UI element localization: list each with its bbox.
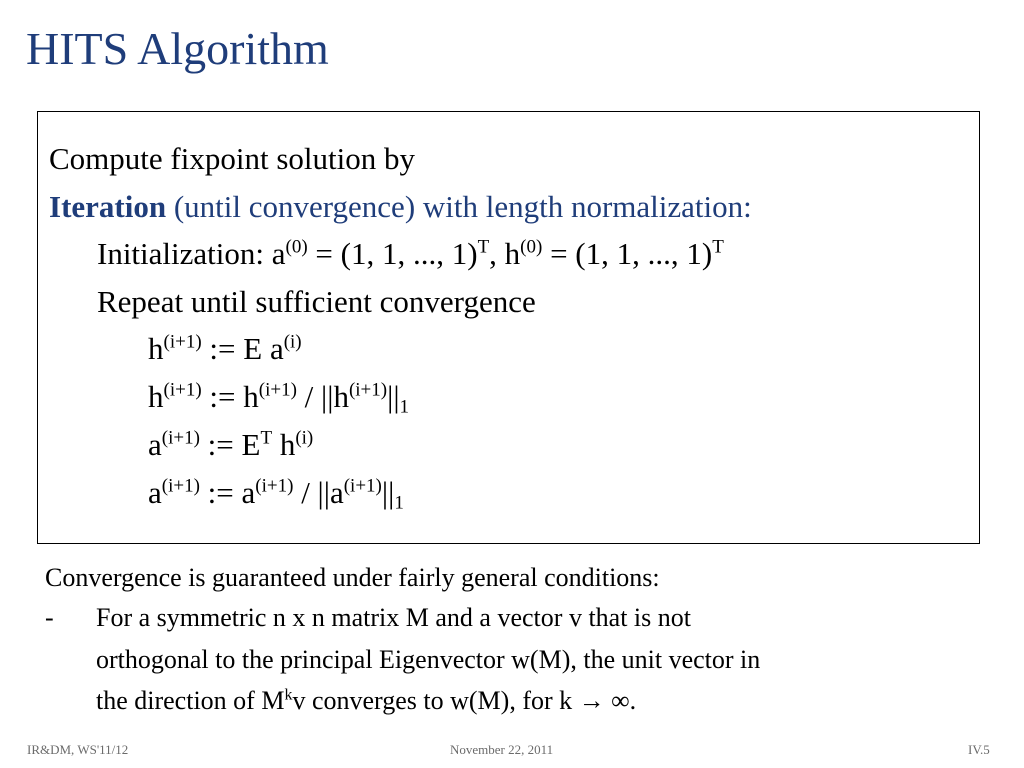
- init-vector-a: = (1, 1, ..., 1): [307, 236, 478, 271]
- eq4-sup2: (i+1): [255, 475, 294, 497]
- eq2-sup1: (i+1): [163, 379, 202, 401]
- iteration-keyword: Iteration: [49, 189, 167, 224]
- footer-slide-number: IV.5: [968, 742, 990, 757]
- bullet-dash: -: [45, 603, 54, 632]
- repeat-line: Repeat until sufficient convergence: [97, 284, 536, 319]
- eq2-sup2: (i+1): [258, 379, 297, 401]
- bullet-line3-start: the direction of M: [96, 686, 285, 715]
- init-transpose-h: T: [712, 236, 724, 258]
- eq4-norm-close: ||: [381, 475, 395, 510]
- footer-course: IR&DM, WS'11/12: [27, 742, 129, 757]
- eq3-var: a: [148, 427, 162, 462]
- box-line-iteration: [49, 187, 752, 227]
- footer-date: November 22, 2011: [450, 742, 554, 757]
- eq4-var: a: [148, 475, 162, 510]
- init-h: , h: [489, 236, 521, 271]
- init-vector-h: = (1, 1, ..., 1): [542, 236, 713, 271]
- box-line-intro: Compute fixpoint solution by: [49, 141, 415, 176]
- eq1-rhs: := E a: [201, 331, 284, 366]
- equation-authority-normalize: [148, 473, 404, 513]
- eq3-h: h: [272, 427, 296, 462]
- eq2-sub: 1: [399, 396, 410, 418]
- eq1-sup1: (i+1): [163, 331, 202, 353]
- bullet-text-line2: orthogonal to the principal Eigenvector w(M), the unit vector in: [96, 645, 761, 674]
- eq4-sub: 1: [394, 492, 404, 514]
- eq2-norm: / ||h: [296, 379, 349, 414]
- equation-hub-update: [148, 329, 302, 369]
- eq4-sup3: (i+1): [343, 475, 382, 497]
- init-transpose-a: T: [477, 236, 490, 258]
- convergence-intro: Convergence is guaranteed under fairly general conditions:: [45, 563, 660, 592]
- slide-title: HITS Algorithm: [26, 23, 329, 74]
- init-sup-a0: (0): [285, 236, 308, 258]
- bullet-text-line3: [96, 684, 636, 718]
- init-sup-h0: (0): [520, 236, 543, 258]
- bullet-line3-end: v converges to w(M), for k → ∞.: [292, 686, 637, 715]
- eq4-rhs: := a: [199, 475, 256, 510]
- bullet-text-line1: For a symmetric n x n matrix M and a vector v that is not: [96, 603, 691, 632]
- init-line: [97, 234, 724, 274]
- equation-hub-normalize: [148, 377, 409, 417]
- eq1-var: h: [148, 331, 164, 366]
- eq4-sup1: (i+1): [161, 475, 200, 497]
- eq3-sup3: (i): [295, 427, 314, 449]
- bullet-line3-sup: k: [284, 686, 293, 704]
- eq1-sup2: (i): [283, 331, 302, 353]
- eq2-var: h: [148, 379, 164, 414]
- iteration-rest: (until convergence) with length normalization:: [166, 189, 752, 224]
- eq2-sup3: (i+1): [348, 379, 388, 401]
- equation-authority-update: [148, 425, 313, 465]
- eq3-sup1: (i+1): [161, 427, 200, 449]
- eq3-rhs: := E: [199, 427, 261, 462]
- eq4-norm: / ||a: [293, 475, 344, 510]
- eq2-rhs: := h: [201, 379, 259, 414]
- eq3-transpose: T: [260, 427, 273, 449]
- init-prefix: Initialization: a: [97, 236, 286, 271]
- eq2-norm-close: ||: [387, 379, 400, 414]
